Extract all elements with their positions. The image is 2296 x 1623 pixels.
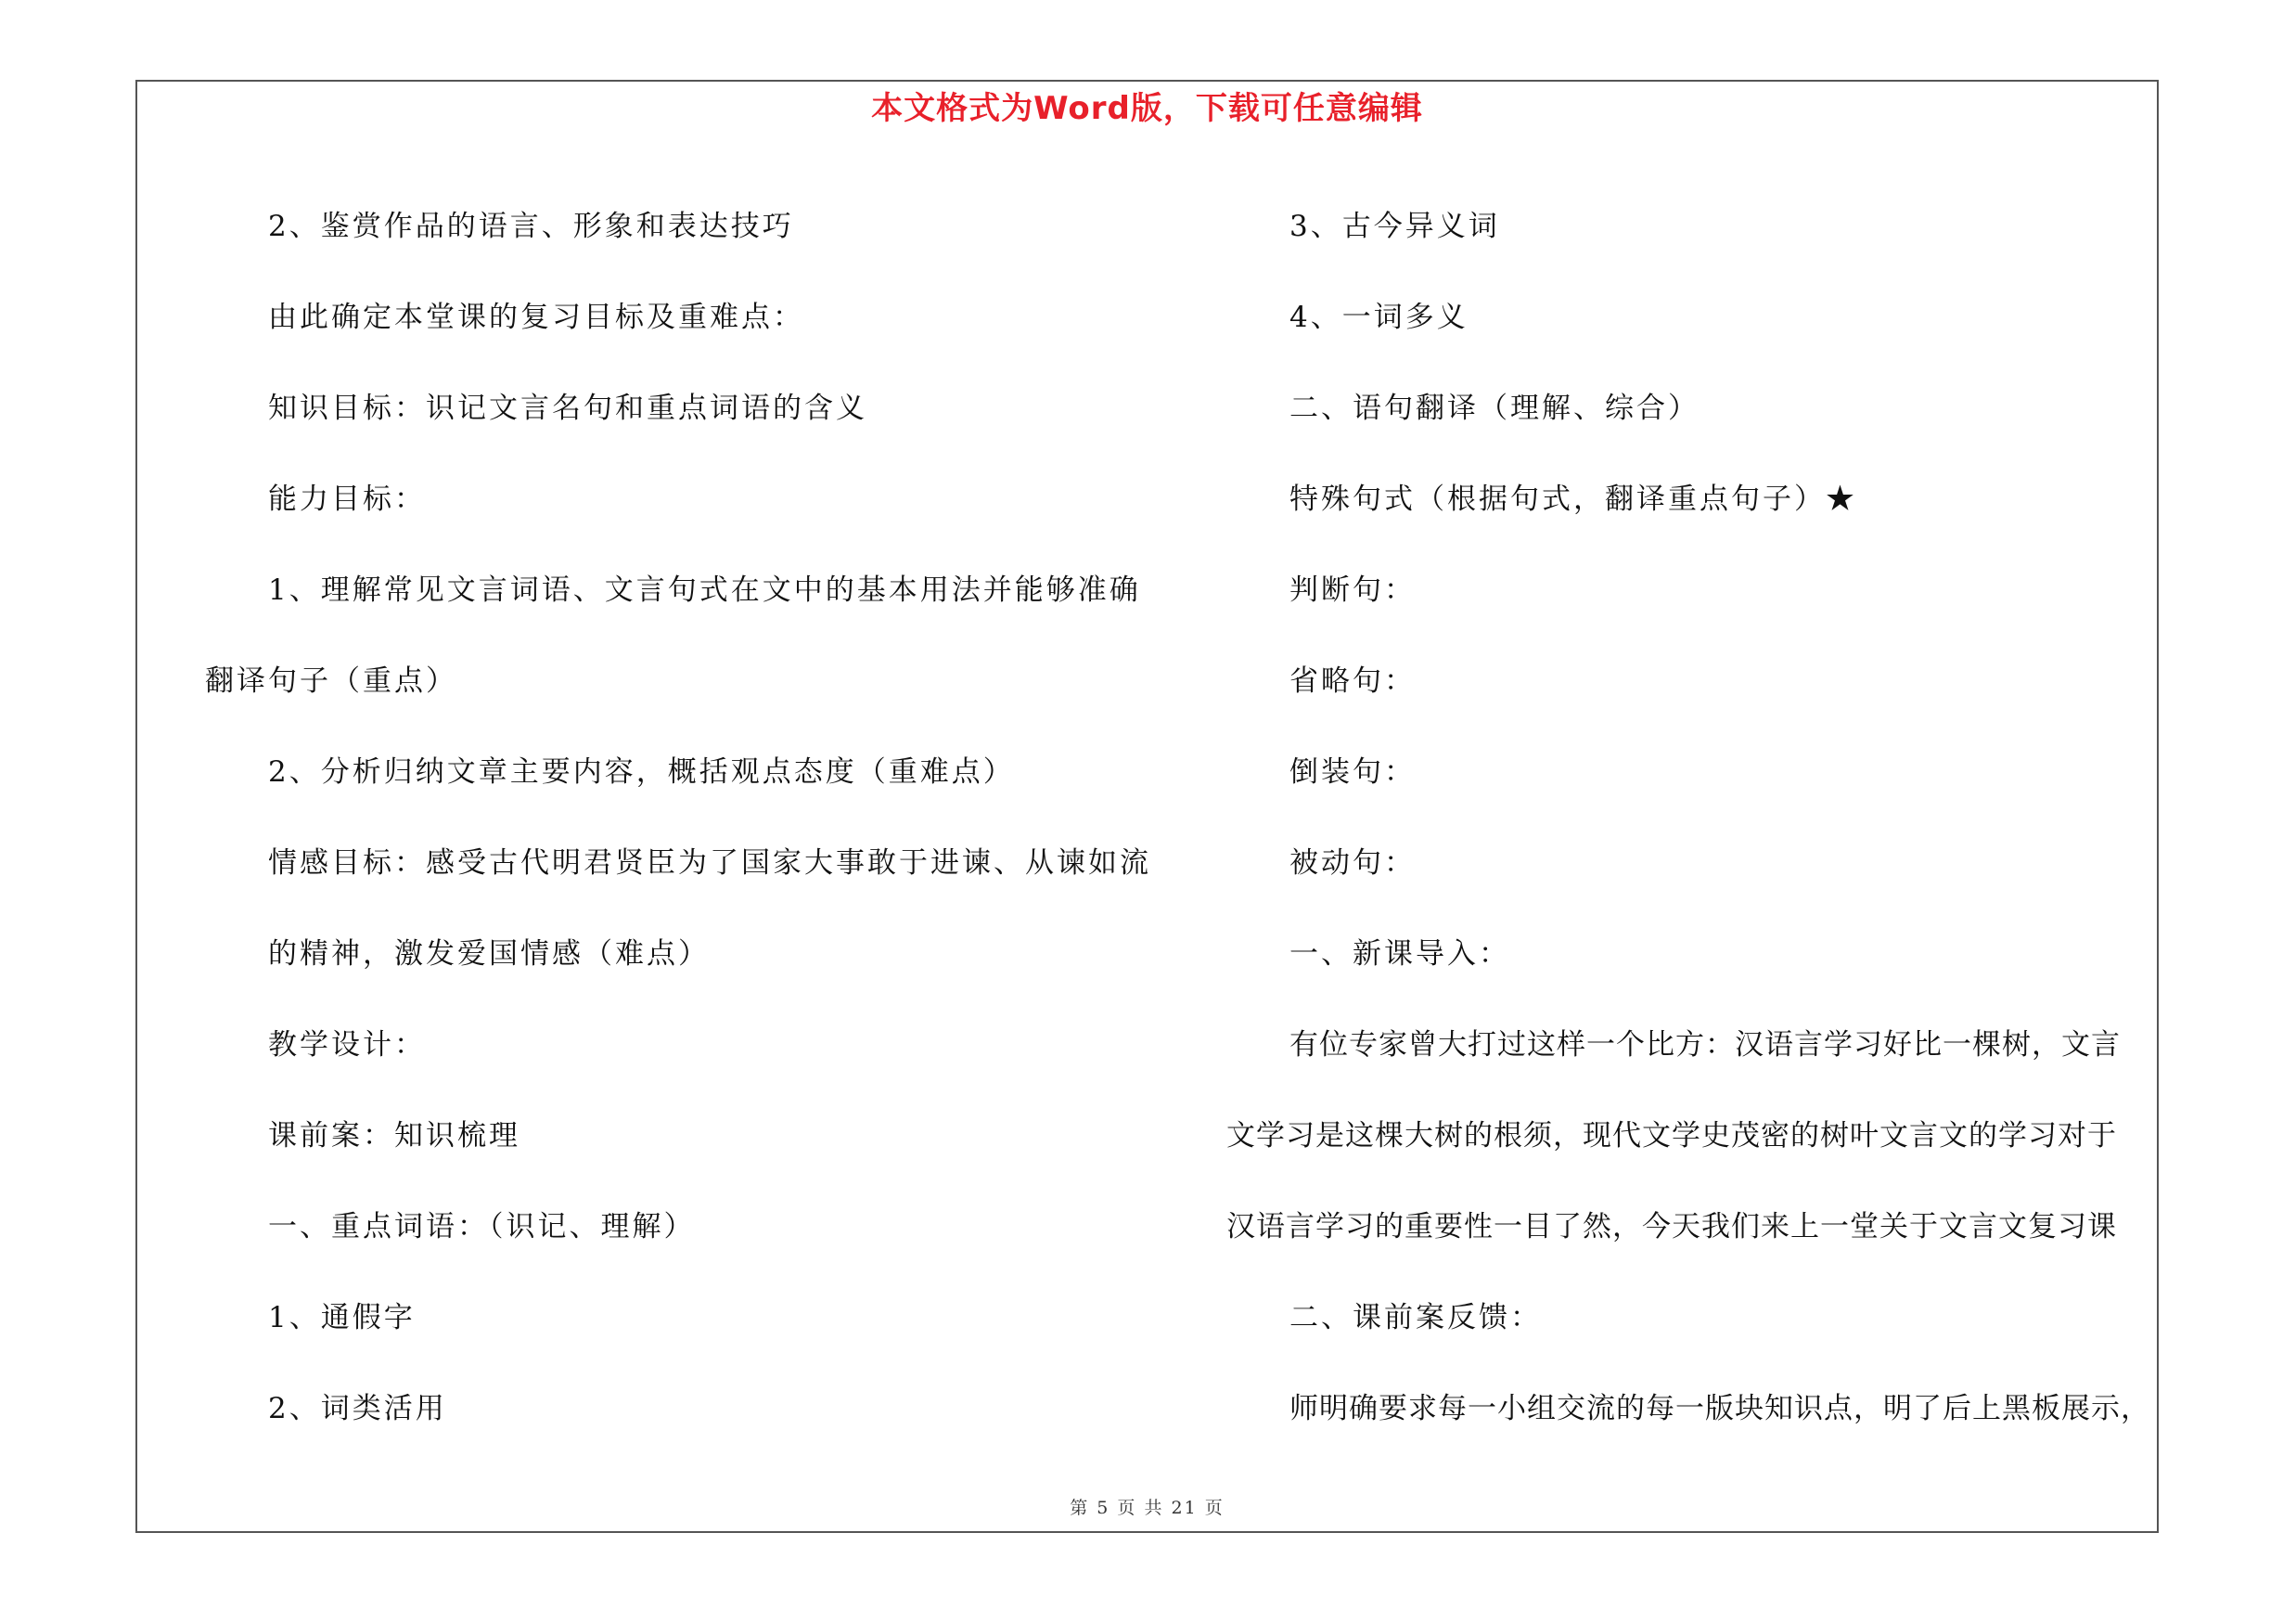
text-line: 的精神，激发爱国情感（难点）: [268, 937, 710, 971]
text-line: 1、通假字: [268, 1301, 416, 1334]
document-header-banner: 本文格式为Word版，下载可任意编辑: [871, 90, 1423, 127]
left-text-column: [205, 181, 1179, 1454]
text-line: 汉语言学习的重要性一目了然，今天我们来上一堂关于文言文复习课: [1226, 1210, 2117, 1243]
page-number-footer: 第 5 页 共 21 页: [1070, 1498, 1225, 1518]
text-line: 课前案：知识梳理: [268, 1119, 520, 1153]
text-line: 特殊句式（根据句式，翻译重点句子）★: [1289, 483, 1857, 516]
text-line: 省略句：: [1289, 664, 1416, 698]
text-line: 能力目标：: [268, 483, 426, 516]
text-line: 倒装句：: [1289, 755, 1416, 789]
text-line: 情感目标：感受古代明君贤臣为了国家大事敢于进谏、从谏如流: [268, 846, 1151, 880]
text-line: 知识目标：识记文言名句和重点词语的含义: [268, 392, 867, 425]
right-text-column: [1226, 181, 2154, 1454]
text-line: 翻译句子（重点）: [205, 664, 457, 698]
text-line: 教学设计：: [268, 1028, 426, 1062]
text-line: 4、一词多义: [1289, 301, 1469, 334]
text-line: 有位专家曾大打过这样一个比方：汉语言学习好比一棵树，文言: [1289, 1028, 2121, 1062]
text-line: 二、语句翻译（理解、综合）: [1289, 392, 1700, 425]
text-line: 师明确要求每一小组交流的每一版块知识点，明了后上黑板展示，: [1289, 1392, 2150, 1425]
text-line: 二、课前案反馈：: [1289, 1301, 1542, 1334]
text-line: 文学习是这棵大树的根须，现代文学史茂密的树叶文言文的学习对于: [1226, 1119, 2117, 1153]
text-line: 1、理解常见文言词语、文言句式在文中的基本用法并能够准确: [268, 573, 1141, 607]
text-line: 判断句：: [1289, 573, 1416, 607]
text-line: 被动句：: [1289, 846, 1416, 880]
text-line: 2、词类活用: [268, 1392, 447, 1425]
text-line: 3、古今异义词: [1289, 210, 1500, 243]
text-line: 一、新课导入：: [1289, 937, 1510, 971]
text-line: 2、分析归纳文章主要内容，概括观点态度（重难点）: [268, 755, 1015, 789]
text-line: 2、鉴赏作品的语言、形象和表达技巧: [268, 210, 794, 243]
text-line: 一、重点词语：（识记、理解）: [268, 1210, 696, 1243]
text-line: 由此确定本堂课的复习目标及重难点：: [268, 301, 804, 334]
